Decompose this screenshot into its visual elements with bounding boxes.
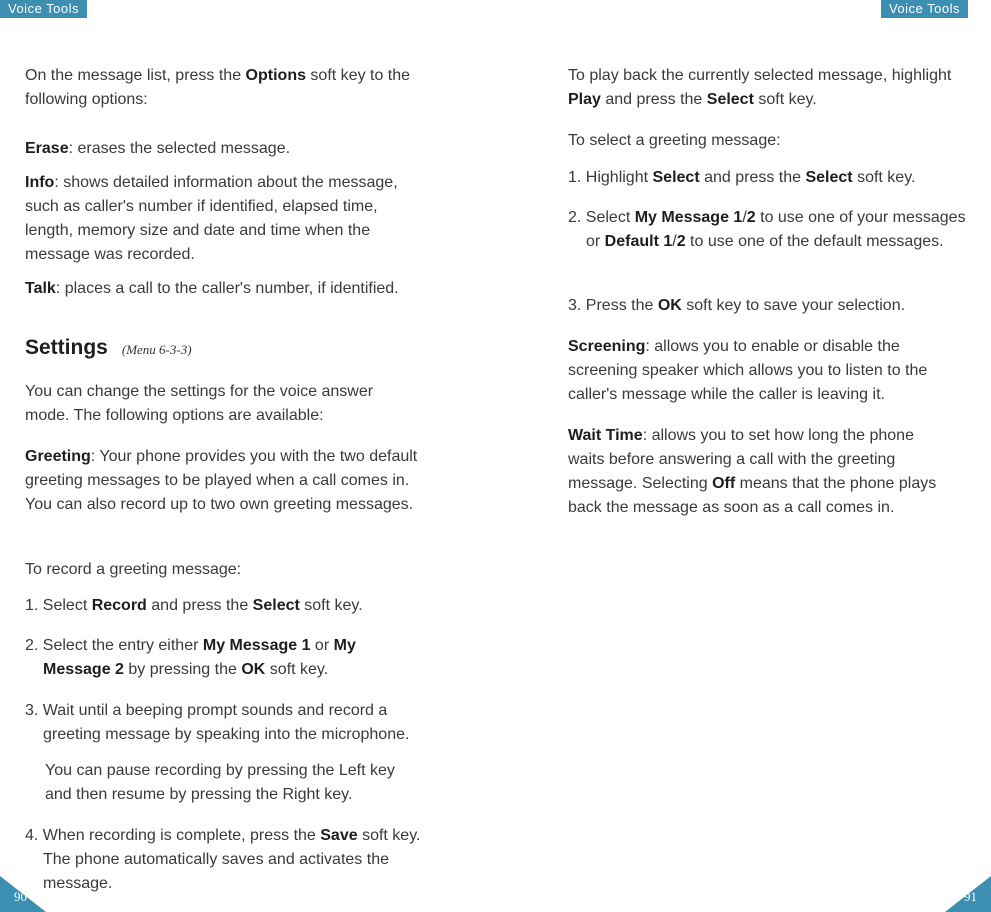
record-step-2: 2. Select the entry either My Message 1 or My Message 2 by pressing the OK soft key. <box>25 637 356 678</box>
talk-entry: Talk: places a call to the caller's number, if identified. <box>25 280 399 297</box>
select-step-1: 1. Highlight Select and press the Select soft key. <box>568 169 916 186</box>
info-entry: Info: shows detailed information about the message, such as caller's number if identified, elapsed time, length, memory size and date and time when the message was recorded. <box>25 174 398 263</box>
settings-intro: You can change the settings for the voice answer mode. The following options are available: <box>25 383 374 424</box>
record-step-3-note: You can pause recording by pressing the Left key and then resume by pressing the Right key. <box>45 762 395 803</box>
record-intro: To record a greeting message: <box>25 561 242 578</box>
options-intro: On the message list, press the Options soft key to the following options: <box>25 67 411 108</box>
page-number-left: 90 <box>14 889 27 904</box>
record-step-4: 4. When recording is complete, press the Save soft key. The phone automatically saves and activates the message. <box>25 827 421 892</box>
wait-time-entry: Wait Time: allows you to set how long the phone waits before answering a call with the greeting message. Selecting Off means that the phone plays back the message as soon as a call comes in. <box>568 427 937 516</box>
page-number-right: 91 <box>964 889 977 904</box>
section-tab-left: Voice Tools <box>0 0 87 18</box>
greeting-entry: Greeting: Your phone provides you with the two default greeting messages to be played when a call comes in. You can also record up to two own greeting messages. <box>25 448 418 513</box>
erase-entry: Erase: erases the selected message. <box>25 140 291 157</box>
screening-entry: Screening: allows you to enable or disable the screening speaker which allows you to listen to the caller's message while the caller is leaving it. <box>568 338 928 403</box>
play-instruction: To play back the currently selected message, highlight Play and press the Select soft key. <box>568 67 952 108</box>
record-step-3: 3. Wait until a beeping prompt sounds and record a greeting message by speaking into the microphone. <box>25 702 410 743</box>
select-step-2: 2. Select My Message 1/2 to use one of your messages or Default 1/2 to use one of the default messages. <box>568 209 966 250</box>
select-intro: To select a greeting message: <box>568 132 781 149</box>
settings-heading: Settings (Menu 6-3-3) <box>25 336 192 359</box>
section-tab-right: Voice Tools <box>881 0 968 18</box>
record-step-1: 1. Select Record and press the Select soft key. <box>25 597 363 614</box>
select-step-3: 3. Press the OK soft key to save your selection. <box>568 297 906 314</box>
